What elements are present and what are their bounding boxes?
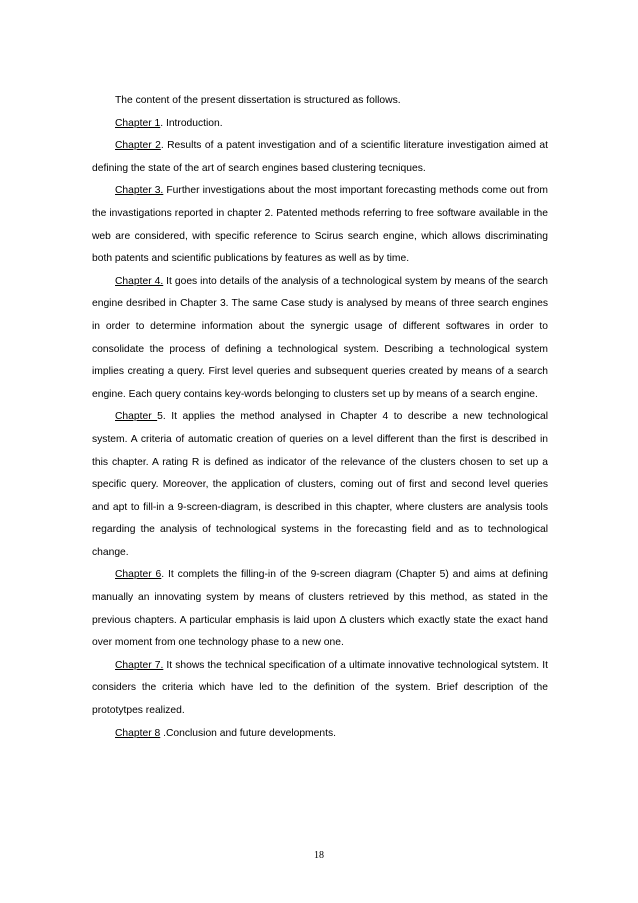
chapter-3-text: Further investigations about the most important forecasting methods come out from the invastigations reported in chapter 2. Patented methods referring to free software available in the web are considered, with specific reference to Scirus search engine, which allows discriminating both patents and scientific publications by features as well as by time. xyxy=(92,185,548,265)
chapter-7-label: Chapter 7. xyxy=(115,659,164,671)
chapter-8-paragraph xyxy=(92,723,548,746)
chapter-1-text: . Introduction. xyxy=(160,117,223,129)
chapter-5-text: 5. It applies the method analysed in Chapter 4 to describe a new technological system. A criteria of automatic creation of queries on a level different than the first is described in this chapter. A rating R is defined as indicator of the relevance of the clusters chosen to set up a specific query. Moreover, the application of clusters, coming out of first and second level queries and apt to fill-in a 9-screen-diagram, is described in this chapter, where clusters are analysis tools regarding the analysis of technological systems in the forecasting field and as to technological change. xyxy=(92,411,548,558)
chapter-2-text: . Results of a patent investigation and of a scientific literature investigation aimed at defining the state of the art of search engines based clustering tecniques. xyxy=(92,140,548,174)
chapter-3-paragraph xyxy=(92,180,548,270)
chapter-7-paragraph xyxy=(92,655,548,723)
chapter-8-text: .Conclusion and future developments. xyxy=(160,727,336,739)
chapter-4-label: Chapter 4. xyxy=(115,275,164,287)
intro-paragraph: The content of the present dissertation is structured as follows. xyxy=(115,95,401,106)
chapter-2-paragraph xyxy=(92,135,548,180)
chapter-3-label: Chapter 3. xyxy=(115,185,164,197)
chapter-6-paragraph xyxy=(92,564,548,654)
chapter-6-label: Chapter 6 xyxy=(115,569,162,581)
chapter-4-paragraph xyxy=(92,271,548,407)
dissertation-structure-text xyxy=(92,90,548,745)
chapter-1-paragraph xyxy=(92,113,548,136)
chapter-6-text: . It complets the filling-in of the 9-screen diagram (Chapter 5) and aims at defining manually an innovating system by means of clusters retrieved by this method, as stated in the previous chapters. A particular emphasis is laid upon Δ clusters which exactly state the exact hand over moment from one technology phase to a new one. xyxy=(92,569,548,649)
chapter-1-label: Chapter 1 xyxy=(115,117,161,129)
chapter-7-text: It shows the technical specification of a ultimate innovative technological sytstem. It considers the criteria which have led to the definition of the system. Brief description of the prototytpes realized. xyxy=(92,659,548,717)
chapter-5-paragraph xyxy=(92,406,548,564)
chapter-4-text: It goes into details of the analysis of a technological system by means of the search engine desribed in Chapter 3. The same Case study is analysed by means of three search engines in order to determine information about the synergic usage of different softwares in order to consolidate the process of defining a technological system. Describing a technological system implies creating a query. First level queries and subsequent queries created by means of a search engine. Each query contains key-words belonging to clusters set up by means of a search engine. xyxy=(92,275,548,400)
chapter-5-label: Chapter xyxy=(115,411,158,423)
chapter-8-label: Chapter 8 xyxy=(115,727,161,739)
chapter-2-label: Chapter 2 xyxy=(115,140,161,152)
page-number: 18 xyxy=(314,850,324,861)
